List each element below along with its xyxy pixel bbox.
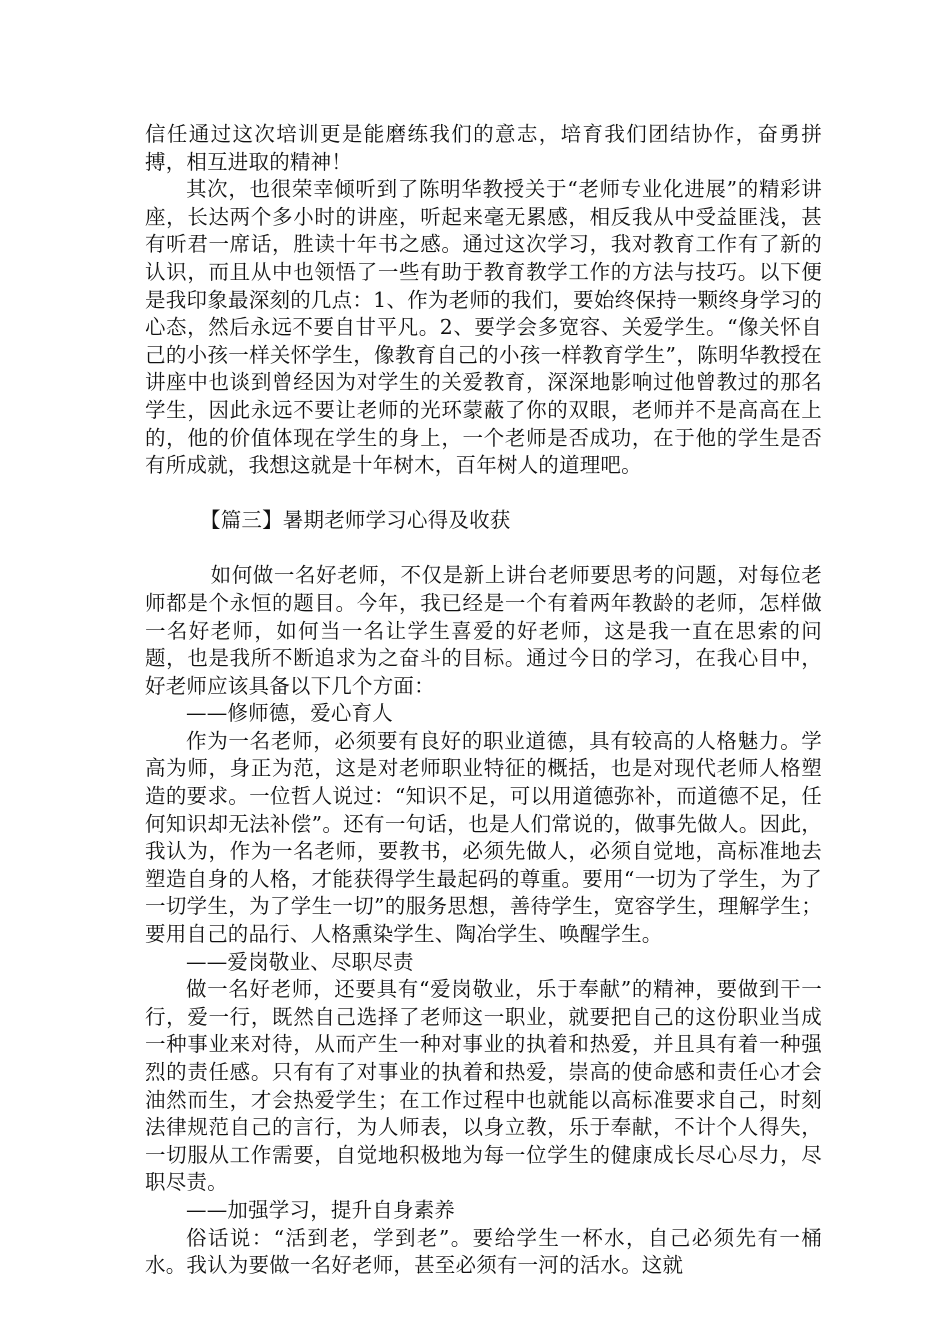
point-3-heading: ——加强学习，提升自身素养: [186, 1197, 456, 1222]
lecture-paragraph: 其次，也很荣幸倾听到了陈明华教授关于“老师专业化进展”的精彩讲座，长达两个多小时的讲座，听起来毫无累感，相反我从中受益匪浅，甚有听君一席话，胜读十年书之感。通过这次学习，我对教育工作有了新的认识，而且从中也领悟了一些有助于教育教学工作的方法与技巧。以下便是我印象最深刻的几点：1、作为老师的我们，要始终保持一颗终身学习的心态，然后永远不要自甘平凡。2、要学会多宽容、关爱学生。“像关怀自己的小孩一样关怀学生，像教育自己的小孩一样教育学生”，陈明华教授在讲座中也谈到曾经因为对学生的关爱教育，深深地影响过他曾教过的那名学生，因此永远不要让老师的光环蒙蔽了你的双眼，老师并不是高高在上的，他的价值体现在学生的身上，一个老师是否成功，在于他的学生是否有所成就，我想这就是十年树木，百年树人的道理吧。: [145, 177, 822, 478]
point-2-body: 做一名好老师，还要具有“爱岗敬业，乐于奉献”的精神，要做到干一行，爱一行，既然自己选择了老师这一职业，就要把自己的这份职业当成一种事业来对待，从而产生一种对事业的执着和热爱，并且具有着一种强烈的责任感。只有有了对事业的执着和热爱，崇高的使命感和责任心才会油然而生，才会热爱学生；在工作过程中也就能以高标准要求自己，时刻法律规范自己的言行，为人师表，以身立教，乐于奉献，不计个人得失，一切服从工作需要，自觉地积极地为每一位学生的健康成长尽心尽力，尽职尽责。: [145, 977, 822, 1195]
document-body: [145, 121, 822, 1280]
point-2-heading: ——爱岗敬业、尽职尽责: [186, 949, 414, 974]
intro-paragraph: 如何做一名好老师，不仅是新上讲台老师要思考的问题，对每位老师都是个永恒的题目。今年，我已经是一个有着两年教龄的老师，怎样做一名好老师，如何当一名让学生喜爱的好老师，这是我一直在思索的问题，也是我所不断追求为之奋斗的目标。通过今日的学习，在我心目中，好老师应该具备以下几个方面：: [145, 563, 822, 698]
point-3-body: 俗话说：“活到老，学到老”。要给学生一杯水，自己必须先有一桶水。我认为要做一名好老师，甚至必须有一河的活水。这就: [145, 1225, 822, 1278]
point-1-body: 作为一名老师，必须要有良好的职业道德，具有较高的人格魅力。学高为师，身正为范，这是对老师职业特征的概括，也是对现代老师人格塑造的要求。一位哲人说过：“知识不足，可以用道德弥补，而道德不足，任何知识却无法补偿”。还有一句话，也是人们常说的，做事先做人。因此，我认为，作为一名老师，要教书，必须先做人，必须自觉地，高标准地去塑造自身的人格，才能获得学生最起码的尊重。要用“一切为了学生，为了一切学生，为了学生一切”的服务思想，善待学生，宽容学生，理解学生；要用自己的品行、人格熏染学生、陶冶学生、唤醒学生。: [145, 728, 822, 947]
continuation-paragraph: 信任通过这次培训更是能磨练我们的意志，培育我们团结协作，奋勇拼搏，相互进取的精神！: [145, 122, 822, 174]
section-title: 【篇三】暑期老师学习心得及收获: [200, 507, 511, 532]
point-1-heading: ——修师德，爱心育人: [186, 701, 393, 726]
